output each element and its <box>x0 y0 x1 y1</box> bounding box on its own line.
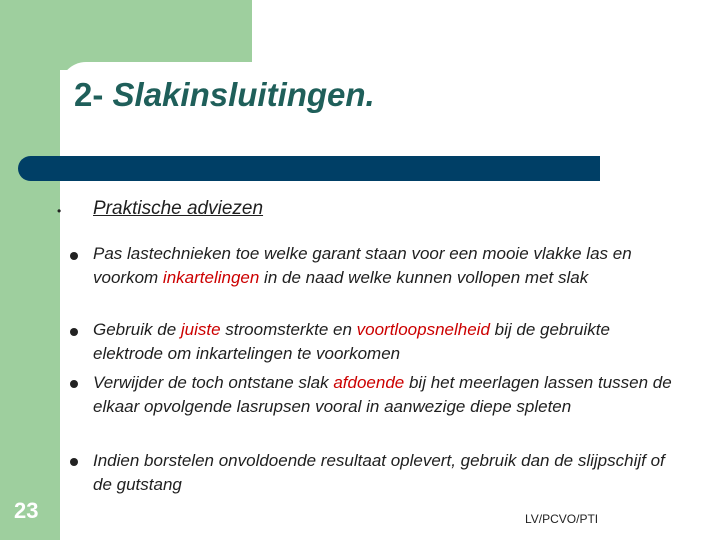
bullet-dot-icon <box>70 380 78 388</box>
title-text: Slakinsluitingen. <box>112 76 375 113</box>
bullet-text: bij het meerlagen lassen tussen de elkaar opvolgende lasrupsen vooral in aanwezige diepe spleten <box>93 373 672 416</box>
footer-text: LV/PCVO/PTI <box>525 512 599 526</box>
bullet-highlight: voortloopsnelheid <box>356 320 490 339</box>
bullet-highlight: afdoende <box>333 373 405 392</box>
title-number: 2- <box>74 76 113 113</box>
section-heading: Praktische adviezen <box>93 198 264 219</box>
bullet-item-3 <box>93 371 673 419</box>
heading-bullet-icon: • <box>57 204 62 218</box>
bullet-text: stroomsterkte en <box>220 320 357 339</box>
green-side-panel <box>0 0 60 540</box>
slide-title <box>74 76 375 114</box>
bullet-dot-icon <box>70 328 78 336</box>
bullet-text: in de naad welke kunnen vollopen met slak <box>259 268 589 287</box>
bullet-text: Verwijder de toch ontstane slak <box>93 373 334 392</box>
title-divider-bar <box>18 156 600 181</box>
bullet-text: bij de gebruikte elektrode om inkartelingen te voorkomen <box>93 320 610 363</box>
bullet-text: Pas lastechnieken toe welke garant staan voor een mooie vlakke las en voorkom <box>93 244 632 287</box>
bullet-dot-icon <box>70 458 78 466</box>
bullet-item-4 <box>93 449 673 497</box>
bullet-highlight: inkartelingen <box>162 268 260 287</box>
bullet-text: Indien borstelen onvoldoende resultaat oplevert, gebruik dan de slijpschijf of de gutstang <box>93 451 665 494</box>
slide-number: 23 <box>14 498 39 523</box>
bullet-dot-icon <box>70 252 78 260</box>
bullet-text: Gebruik de <box>93 320 181 339</box>
bullet-highlight: juiste <box>180 320 221 339</box>
bullet-item-2 <box>93 318 673 366</box>
bullet-item-1 <box>93 242 673 290</box>
